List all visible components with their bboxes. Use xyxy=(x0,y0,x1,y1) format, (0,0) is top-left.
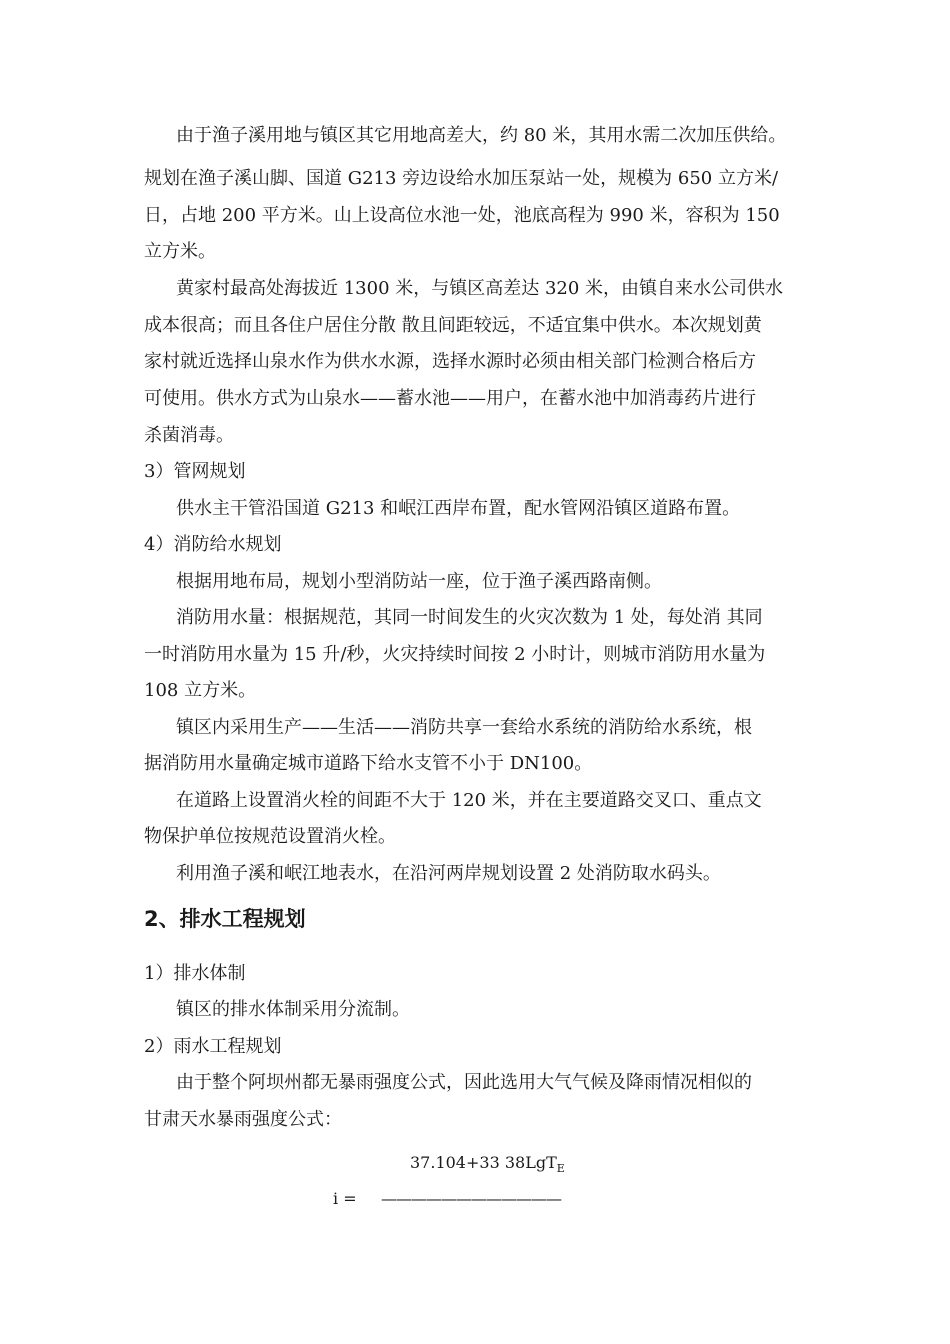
paragraph-line: 一时消防用水量为 15 升/秒，火灾持续时间按 2 小时计，则城市消防用水量为 xyxy=(144,644,766,665)
paragraph-line: 杀菌消毒。 xyxy=(144,425,234,446)
paragraph-line: 3）管网规划 xyxy=(144,461,246,482)
paragraph-line: 成本很高；而且各住户居住分散 散且间距较远，不适宜集中供水。本次规划黄 xyxy=(144,315,762,336)
formula-subscript: E xyxy=(556,1162,565,1176)
paragraph-line: 可使用。供水方式为山泉水——蓄水池——用户，在蓄水池中加消毒药片进行 xyxy=(144,388,756,409)
section-heading: 2、排水工程规划 xyxy=(144,907,306,931)
paragraph-line: 立方米。 xyxy=(144,241,216,262)
paragraph-line: 供水主干管沿国道 G213 和岷江西岸布置，配水管网沿镇区道路布置。 xyxy=(176,498,741,519)
paragraph-line: 规划在渔子溪山脚、国道 G213 旁边设给水加压泵站一处，规模为 650 立方米/ xyxy=(144,168,779,189)
paragraph-line: 镇区的排水体制采用分流制。 xyxy=(176,999,410,1020)
paragraph-line: 由于渔子溪用地与镇区其它用地高差大，约 80 米，其用水需二次加压供给。 xyxy=(176,125,787,146)
paragraph-line: 1）排水体制 xyxy=(144,963,246,984)
paragraph-line: 2）雨水工程规划 xyxy=(144,1036,282,1057)
paragraph-line: 镇区内采用生产——生活——消防共享一套给水系统的消防给水系统，根 xyxy=(176,717,752,738)
paragraph-line: 在道路上设置消火栓的间距不大于 120 米，并在主要道路交叉口、重点文 xyxy=(176,790,762,811)
paragraph-line: 消防用水量：根据规范，其同一时间发生的火灾次数为 1 处，每处消 其同 xyxy=(176,607,763,628)
paragraph-line: 根据用地布局，规划小型消防站一座，位于渔子溪西路南侧。 xyxy=(176,571,662,592)
formula-lhs: i = xyxy=(333,1189,357,1208)
formula-numerator xyxy=(410,1153,565,1175)
paragraph-line: 108 立方米。 xyxy=(144,680,257,701)
formula-numerator-text: 37.104+33 38LgT xyxy=(410,1153,557,1172)
paragraph-line: 利用渔子溪和岷江地表水，在沿河两岸规划设置 2 处消防取水码头。 xyxy=(176,863,721,884)
paragraph-line: 家村就近选择山泉水作为供水水源，选择水源时必须由相关部门检测合格后方 xyxy=(144,351,756,372)
paragraph-line: 由于整个阿坝州都无暴雨强度公式，因此选用大气气候及降雨情况相似的 xyxy=(176,1072,752,1093)
formula-fraction-bar: ———————————— xyxy=(381,1189,561,1208)
paragraph-line: 4）消防给水规划 xyxy=(144,534,282,555)
paragraph-line: 日，占地 200 平方米。山上设高位水池一处，池底高程为 990 米，容积为 150 xyxy=(144,205,780,226)
paragraph-line: 黄家村最高处海拔近 1300 米，与镇区高差达 320 米，由镇自来水公司供水 xyxy=(176,278,784,299)
paragraph-line: 据消防用水量确定城市道路下给水支管不小于 DN100。 xyxy=(144,753,593,774)
paragraph-line: 甘肃天水暴雨强度公式： xyxy=(144,1109,342,1130)
paragraph-line: 物保护单位按规范设置消火栓。 xyxy=(144,826,396,847)
